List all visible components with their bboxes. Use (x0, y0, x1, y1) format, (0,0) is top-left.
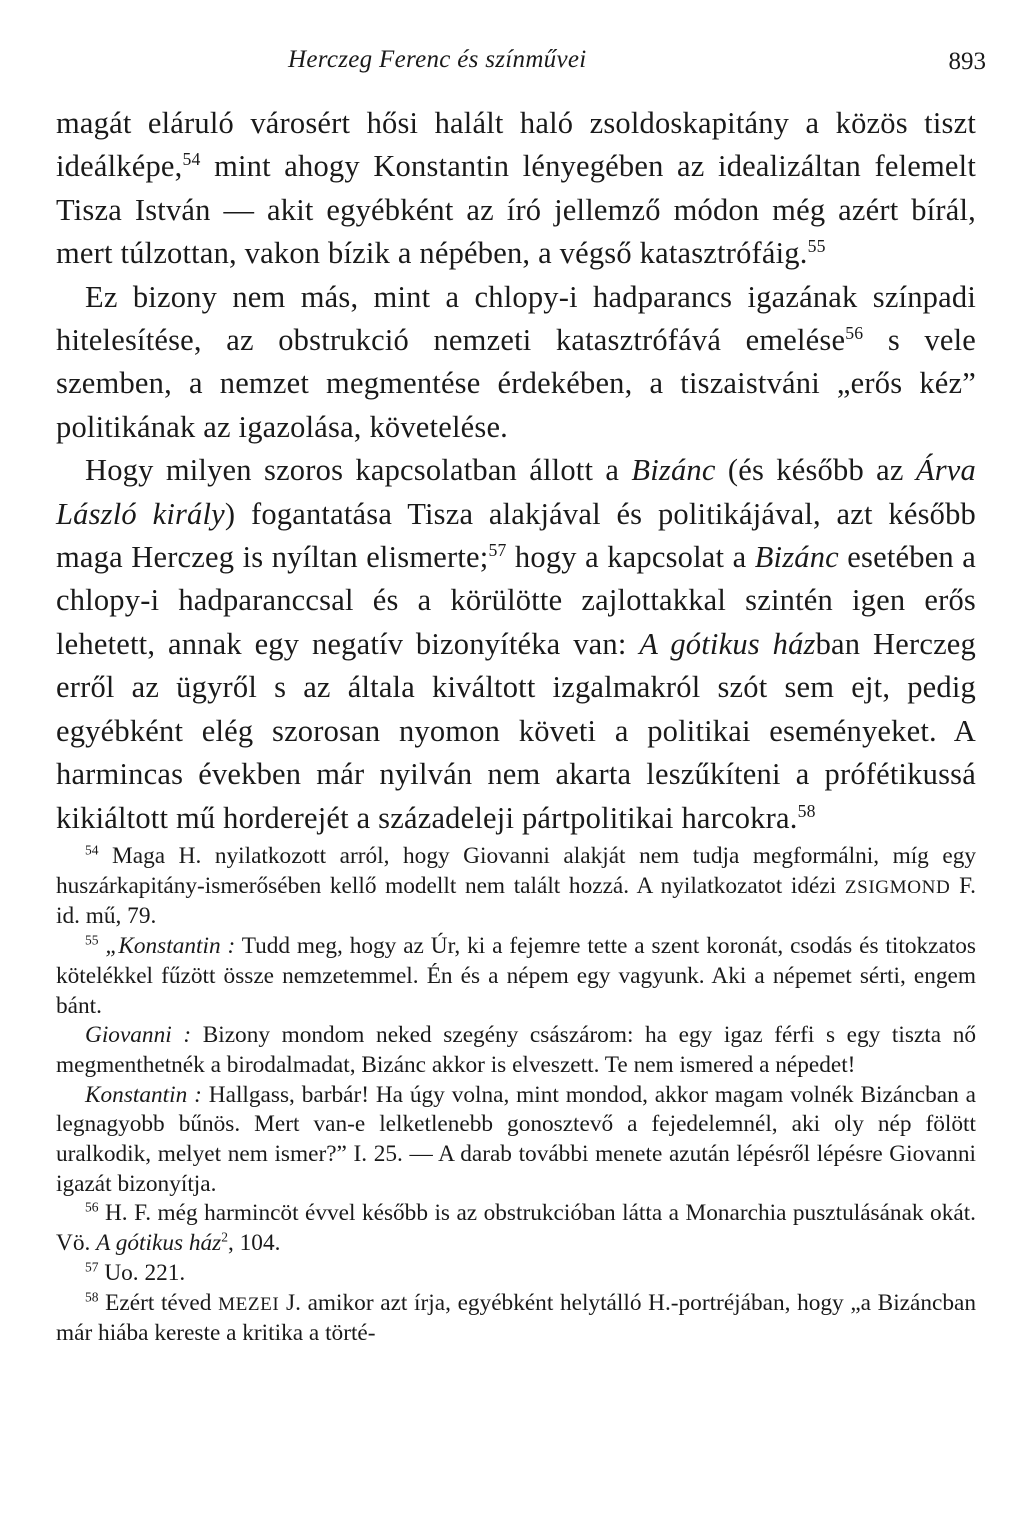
speaker-name: Giovanni : (85, 1022, 192, 1049)
author-name: MEZEI (218, 1293, 280, 1315)
footnote-ref: 57 (488, 540, 507, 561)
footnote-ref: 58 (797, 800, 816, 821)
footnote-ref: 56 (845, 323, 864, 344)
speaker-name: Konstantin : (85, 1081, 202, 1108)
footnote-number: 54 (85, 842, 99, 858)
footnotes (56, 842, 976, 1349)
paragraph: Ez bizony nem más, mint a chlopy-i hadparancs igazának színpadi hitelesítése, az obstrukció nemzeti katasztrófává emelése$^{56}$ s vele szemben, a nemzet megmentése érdekében, a tiszaistváni „erős kéz” politikának az igazolása, követelése. (56, 279, 976, 444)
footnote-55-continued: Konstantin : Hallgass, barbár! Ha úgy volna, mint mondod, akkor magam volnék Bizáncban a legnagyobb bűnös. Mert van-e lelketlenebb gonosztevő a fejedelemnél, aki oly nép fölött uralkodik, melyet nem ismer?” I. 25. — A darab további menete azután lépésről lépésre Giovanni igazát bizonyítja. (56, 1081, 976, 1197)
speaker-name: „Konstantin : (98, 933, 236, 960)
footnote-number: 55 (85, 932, 99, 948)
work-title: Bizánc (631, 453, 716, 488)
footnote-number: 56 (85, 1200, 99, 1216)
footnote-ref: 54 (182, 149, 201, 170)
footnote-57: $^{57}$ Uo. 221. (85, 1259, 186, 1286)
paragraph: Hogy milyen szoros kapcsolatban állott a Bizánc (és később az Árva László király) fogantatása Tisza alakjával és politikájával, azt később maga Herczeg is nyíltan elismerte;$^{57}$ hogy a kapcsolat a Bizánc esetében a chlopy-i hadparanccsal és a körülötte zajlottakkal szintén igen erős lehetett, annak egy negatív bizonyítéka van: A gótikus házban Herczeg erről az ügyről s az általa kiváltott izgalmakról szót sem ejt, pedig egyébként elég szorosan nyomon követi a politikai eseményeket. A harmincas években már nyilván nem akarta leszűkíteni a prófétikussá kikiáltott mű horderejét a századeleji pártpolitikai harcokra.$^{58}$ (56, 453, 976, 835)
footnote-56: $^{56}$ H. F. még harmincöt évvel később is az obstrukcióban látta a Monarchia pusztulásának okát. Vö. A gótikus ház$^2$, 104. (56, 1200, 976, 1257)
footnote-number: 58 (85, 1289, 99, 1305)
main-text (56, 102, 976, 840)
work-title: A gótikus ház (96, 1230, 222, 1257)
paragraph: magát eláruló városért hősi halált haló zsoldoskapitány a közös tiszt ideálképe,$^{54}$ mint ahogy Konstantin lényegében az idealizáltan felemelt Tisza István — akit egyébként az író jellemző módon még azért bírál, mert túlzottan, vakon bízik a népében, a végső katasztrófáig.$^{55}$ (56, 106, 976, 271)
page-number: 893 (948, 48, 986, 75)
work-title: Bizánc (754, 540, 839, 575)
footnote-number: 57 (85, 1259, 99, 1275)
running-header (56, 44, 986, 84)
footnote-55: $^{55}$ „Konstantin : Tudd meg, hogy az Úr, ki a fejemre tette a szent koronát, csodás és titokzatos kötelékkel fűzött össze nemzetemmel. Én és a népem egy vagyunk. Aki a népemet sérti, engem bánt. (56, 932, 976, 1019)
footnote-58: $^{58}$ Ezért téved MEZEI J. amikor azt írja, egyébként helytálló H.-portréjában, hogy „a Bizáncban már hiába kereste a kritika a törté- (56, 1289, 976, 1347)
footnote-ref: 55 (807, 236, 826, 257)
edition-number: 2 (221, 1229, 228, 1245)
work-title: A gótikus ház (639, 626, 816, 661)
footnote-54: $^{54}$ Maga H. nyilatkozott arról, hogy Giovanni alakját nem tudja megformálni, míg egy huszárkapitány-ismerősében kellő modellt nem talált hozzá. A nyilatkozatot idézi ZSIGMOND F. id. mű, 79. (56, 842, 976, 930)
work-title: Árva László király (56, 453, 976, 531)
author-name: ZSIGMOND (844, 876, 951, 898)
footnote-55-continued: Giovanni : Bizony mondom neked szegény császárom: ha egy igaz férfi s egy tiszta nő megmenthetnék a birodalmadat, Bizánc akkor is elveszett. Te nem ismered a népedet! (56, 1022, 976, 1078)
running-title: Herczeg Ferenc és színművei (288, 46, 587, 73)
